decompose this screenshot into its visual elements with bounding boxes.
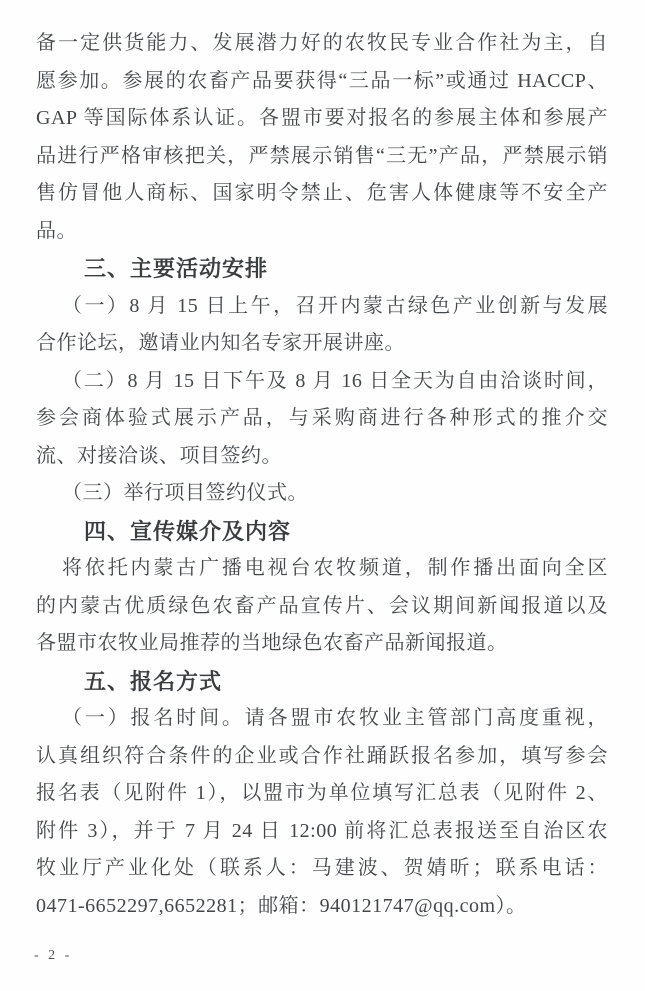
paragraph-line: 0471-6652297,6652281；邮箱：940121747@qq.com）。 — [36, 894, 527, 917]
paragraph-line: 合作论坛，邀请业内知名专家开展讲座。 — [36, 332, 405, 354]
paragraph-line: （一）报名时间。请各盟市农牧业主管部门高度重视， — [62, 707, 608, 729]
paragraph-line: 售仿冒他人商标、国家明令禁止、危害人体健康等不安全产 — [36, 182, 608, 204]
paragraph-line: 各盟市农牧业局推荐的当地绿色农畜产品新闻报道。 — [36, 632, 508, 654]
paragraph-line: 愿参加。参展的农畜产品要获得“三品一标”或通过 HACCP、 — [36, 69, 608, 92]
section-heading: 四、宣传媒介及内容 — [84, 518, 292, 544]
paragraph-line: 的内蒙古优质绿色农畜产品宣传片、会议期间新闻报道以及 — [36, 594, 608, 617]
paragraph-line: 认真组织符合条件的企业或合作社踊跃报名参加，填写参会 — [36, 744, 608, 767]
section-heading: 五、报名方式 — [84, 668, 223, 694]
paragraph-line: 参会商体验式展示产品，与采购商进行各种形式的推介交 — [36, 407, 608, 429]
paragraph-line: 流、对接洽谈、项目签约。 — [36, 444, 282, 467]
paragraph-line: 将依托内蒙古广播电视台农牧频道，制作播出面向全区 — [62, 557, 608, 579]
paragraph-line: 附件 3），并于 7 月 24 日 12:00 前将汇总表报送至自治区农 — [36, 819, 608, 842]
paragraph-line: 报名表（见附件 1），以盟市为单位填写汇总表（见附件 2、 — [36, 782, 608, 804]
page-number: - 2 - — [34, 948, 73, 963]
paragraph-line: 备一定供货能力、发展潜力好的农牧民专业合作社为主，自 — [36, 32, 608, 54]
section-heading: 三、主要活动安排 — [84, 256, 269, 281]
paragraph-line: 品。 — [36, 219, 77, 242]
paragraph-line: （二）8 月 15 日下午及 8 月 16 日全天为自由洽谈时间， — [62, 369, 608, 392]
document-body — [36, 25, 608, 925]
paragraph-line: GAP 等国际体系认证。各盟市要对报名的参展主体和参展产 — [36, 107, 608, 129]
paragraph-line: （一）8 月 15 日上午，召开内蒙古绿色产业创新与发展 — [62, 294, 608, 317]
paragraph-line: 品进行严格审核把关，严禁展示销售“三无”产品，严禁展示销 — [36, 144, 608, 167]
paragraph-line: （三）举行项目签约仪式。 — [62, 482, 308, 504]
paragraph-line: 牧业厅产业化处（联系人：马建波、贺婧昕；联系电话： — [36, 857, 608, 879]
